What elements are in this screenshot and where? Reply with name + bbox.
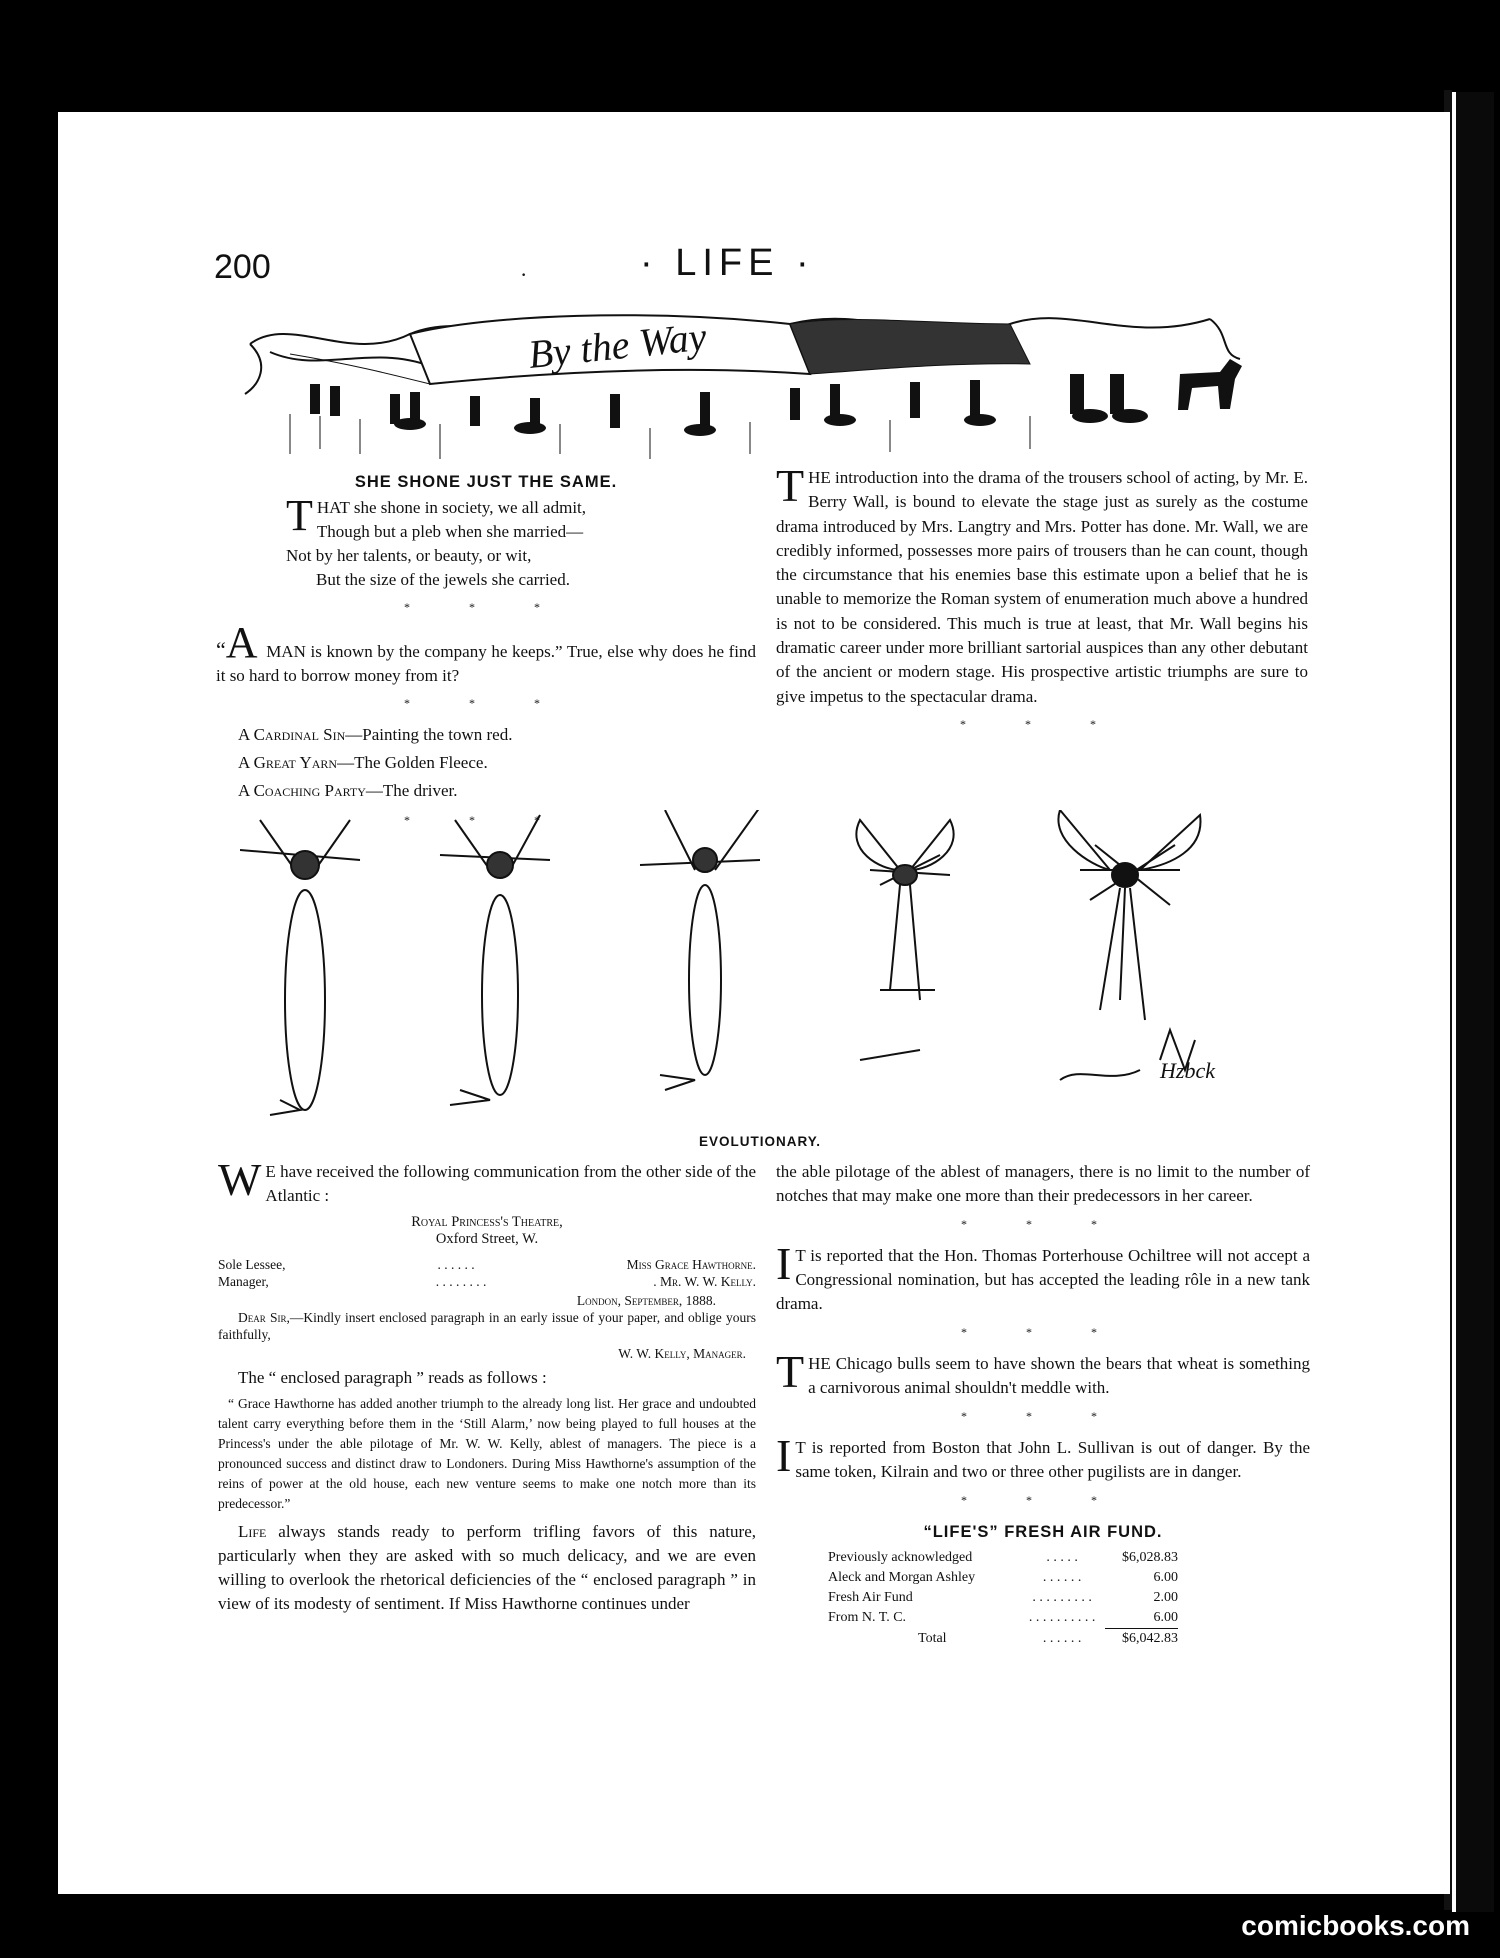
drop-cap: T [776, 460, 805, 511]
poem-line: Though but a pleb when she married— [316, 522, 584, 541]
page-number: 200 [214, 248, 271, 286]
cartoon-caption: EVOLUTIONARY. [698, 1134, 821, 1149]
cyclist-figure-3 [640, 810, 765, 1090]
continuation-paragraph: the able pilotage of the ablest of managers, there is no limit to the number of notches that may make one more than their predecessors in her career. [776, 1162, 1310, 1205]
trousers-paragraph: THE introduction into the drama of the trousers school of acting, by Mr. E. Berry Wall, is bound to elevate the stage just as surely as the costume drama introduced by Mrs. Langtry and Mrs. Potter has done. Mr. Wall, we are credibly informed, possesses more pairs of trousers than he can count, though the circumstance that his enemies base this estimate upon a belief that he is unable to memorize the Roman system of enumeration much above a hundred is not to be considered. This much is true at least, that Mr. Wall begins his dramatic career under more brilliant sartorial auspices than any other debutant of the ancient or modern stage. His prospective artistic triumphs are sure to give impetus to the spectacular drama. [776, 460, 1308, 706]
sullivan-paragraph: I T is reported from Boston that John L. Sullivan is out of danger. By the same token, Kilrain and two or three other pugilists are in danger. [776, 1430, 1310, 1481]
left-column-bottom [218, 1154, 756, 1616]
right-column-bottom [776, 1160, 1310, 1649]
left-column-top [216, 470, 756, 835]
section-stars: * * * [404, 600, 568, 614]
drop-cap: I [776, 1430, 792, 1481]
fund-row: Fresh Air Fund . . . . . . . . . 2.00 [828, 1590, 1178, 1605]
chicago-paragraph: THE Chicago bulls seem to have shown the bears that wheat is something a carnivorous animal shouldn't meddle with. [776, 1346, 1310, 1397]
evolutionary-cartoon-illustration [240, 810, 1280, 1130]
life-comment: Life always stands ready to perform trifling favors of this nature, particularly when they are asked with so much delicacy, and we are even willing to overlook the rhetorical deficiencies of the “ enclosed paragraph ” in view of its modesty of sentiment. If Miss Hawthorne continues under [218, 1522, 756, 1613]
fund-table [828, 1548, 1178, 1649]
drop-cap: T [776, 1346, 805, 1397]
definitions-list [216, 721, 756, 805]
fund-total-row: Total . . . . . . $6,042.83 [918, 1630, 1178, 1646]
letter-body: Dear Sir,—Kindly insert enclosed paragraph in an early issue of your paper, and oblige yours faithfully, [218, 1310, 756, 1342]
letterhead-address: Oxford Street, W. [435, 1231, 539, 1247]
definition-item: A Coaching Party—The driver. [238, 781, 458, 800]
drop-cap: T [286, 491, 313, 540]
poem [216, 491, 756, 592]
section-stars: * * * [961, 1325, 1125, 1339]
right-column-top [776, 460, 1308, 739]
poem-line: But the size of the jewels she carried. [316, 570, 570, 589]
section-stars: * * * [404, 813, 568, 827]
section-stars: * * * [961, 1493, 1125, 1507]
section-stars: * * * [961, 1409, 1125, 1423]
cyclist-figure-2 [440, 815, 550, 1105]
letterhead-theatre: Royal Princess's Theatre, [411, 1214, 563, 1230]
enclosed-intro: The “ enclosed paragraph ” reads as follows : [238, 1368, 547, 1387]
fund-row: Previously acknowledged . . . . . $6,028.83 [828, 1550, 1178, 1565]
definition-item: A Cardinal Sin—Painting the town red. [238, 725, 513, 744]
masthead-title: · LIFE · [640, 242, 815, 284]
drop-cap: A [225, 618, 258, 667]
ochiltree-paragraph: I T is reported that the Hon. Thomas Porterhouse Ochiltree will not accept a Congressional nomination, but has accepted the leading rôle in a new tank drama. [776, 1238, 1310, 1313]
communication-intro: W E have received the following communication from the other side of the Atlantic : [218, 1154, 756, 1205]
drop-cap: W [218, 1154, 262, 1205]
fund-row: Aleck and Morgan Ashley . . . . . . 6.00 [828, 1570, 1178, 1585]
insect-figure-4 [856, 820, 953, 1060]
mosquito-figure-5 [1058, 810, 1200, 1080]
poem-title: SHE SHONE JUST THE SAME. [354, 473, 618, 491]
lessee-line: Sole Lessee, . . . . . . Miss Grace Hawthorne. [218, 1257, 756, 1272]
manager-line: Manager, . . . . . . . . . Mr. W. W. Kelly. [218, 1274, 756, 1289]
section-stars: * * * [960, 716, 1124, 731]
letter-signoff: W. W. Kelly, Manager. [618, 1346, 746, 1361]
artist-signature: Hzbck [1160, 1058, 1215, 1083]
cyclist-figure-1 [240, 820, 360, 1115]
drop-cap: I [776, 1238, 792, 1289]
company-paragraph: “A MAN is known by the company he keeps.” True, else why does he find it so hard to borrow money from it? [216, 618, 757, 685]
site-watermark: comicbooks.com [1241, 1910, 1470, 1941]
by-the-way-banner-illustration [230, 304, 1280, 464]
fund-title: “LIFE'S” FRESH AIR FUND. [923, 1523, 1163, 1541]
letter-dateline: London, September, 1888. [576, 1293, 716, 1308]
fund-row: From N. T. C. . . . . . . . . . . 6.00 [828, 1608, 1178, 1629]
poem-line: HAT she shone in society, we all admit, [316, 498, 587, 517]
section-stars: * * * [404, 696, 568, 710]
section-stars: * * * [961, 1217, 1125, 1231]
banner-text: By the Way [526, 313, 709, 377]
enclosed-paragraph: “ Grace Hawthorne has added another triumph to the already long list. Her grace and undoubted talent carry everything before them in the ‘Still Alarm,’ now being played to full houses at the Princess's under the able pilotage of Mr. W. W. Kelly, ablest of managers. The piece is a pronounced success and distinct draw to Londoners. During Miss Hawthorne's assumption of the reins of power at the old house, each new venture seems to make one notch more than its predecessor.” [218, 1396, 756, 1511]
poem-line: Not by her talents, or beauty, or wit, [286, 546, 532, 565]
facing-page-shadow [1456, 92, 1494, 1912]
definition-item: A Great Yarn—The Golden Fleece. [238, 753, 488, 772]
ornament-dot: · [520, 262, 528, 287]
